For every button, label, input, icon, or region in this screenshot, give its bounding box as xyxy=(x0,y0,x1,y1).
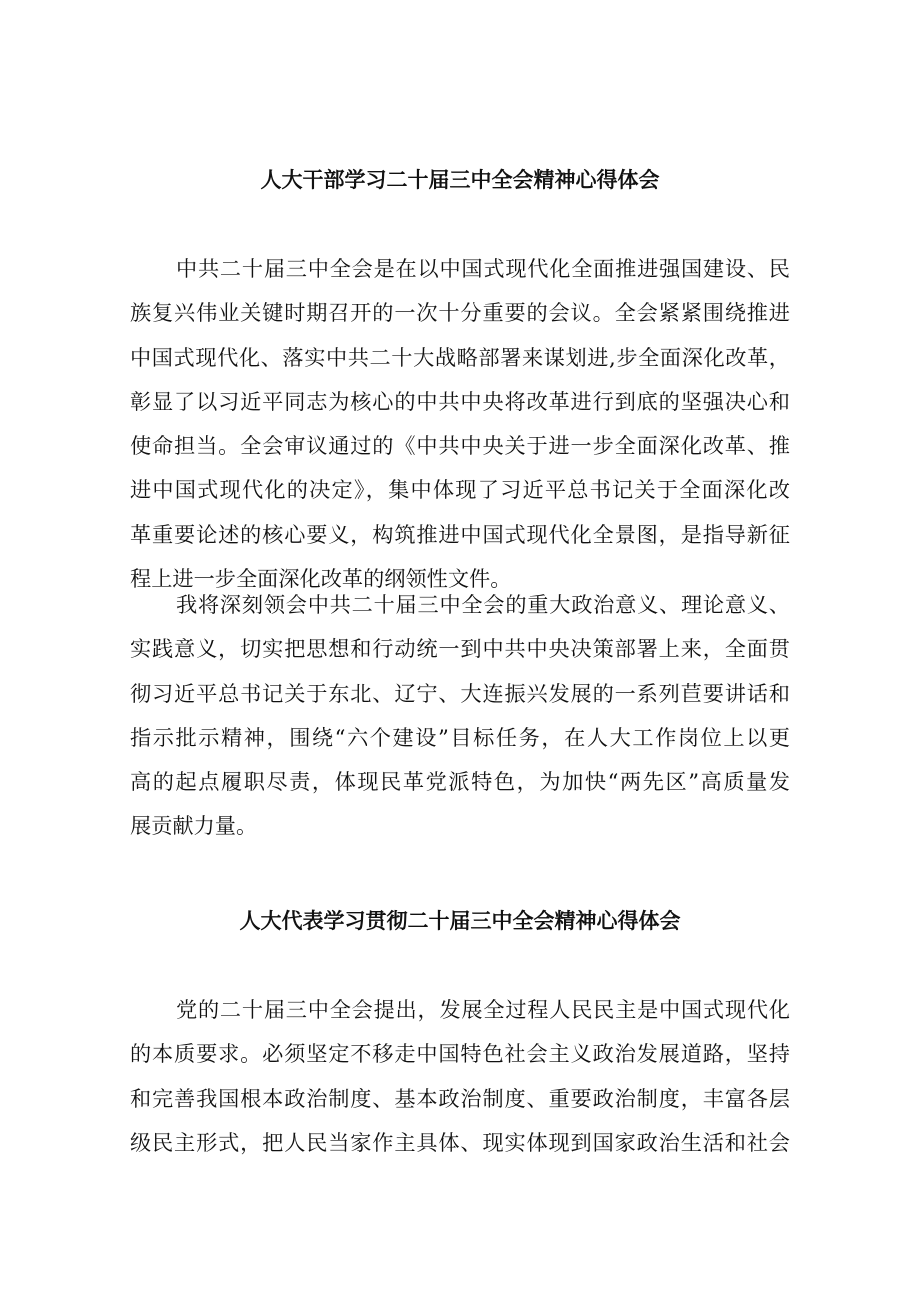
text-line: 彻习近平总书记关于东北、辽宁、大连振兴发展的一系列苣要讲话和 xyxy=(130,680,790,706)
text-line: 使命担当。全会审议通过的《中共中央关于进一步全面深化改革、推 xyxy=(130,433,790,459)
text-line: 革重要论述的核心要义，构筑推进中国式现代化全景图，是指导新征 xyxy=(130,521,790,547)
text-line: 展贡献力量。 xyxy=(130,813,258,839)
text-line: 中共二十届三中全会是在以中国式现代化全面推进强国建设、民 xyxy=(176,256,790,281)
text-line: 级民主形式，把人民当家作主具体、现实体现到国家政治生活和社会 xyxy=(130,1129,790,1155)
text-line: 彰显了以习近平同志为核心的中共中央将改革进行到底的坚强决心和 xyxy=(130,388,790,414)
text-line: 和完善我国根本政治制度、基本政治制度、重要政治制度，丰富各层 xyxy=(130,1085,790,1111)
article-1-paragraph-2 xyxy=(130,583,790,849)
article-1-paragraph-1 xyxy=(130,247,790,601)
text-line: 程上进一步全面深化改革的纲领性文件。 xyxy=(130,566,512,592)
text-line: 族复兴伟业关键时期召开的一次十分重要的会议。全会紧紧围绕推进 xyxy=(130,300,790,326)
article-2-paragraph-1 xyxy=(130,988,790,1165)
text-line: 高的起点履职尽责，体现民革党派特色，为加快“两先区”高质量发 xyxy=(130,769,790,795)
text-line: 党的二十届三中全会提出，发展全过程人民民主是中国式现代化 xyxy=(176,997,790,1022)
article-title-2: 人大代表学习贯彻二十届三中全会精神心得体会 xyxy=(239,909,681,933)
article-title-1: 人大干部学习二十届三中全会精神心得体会 xyxy=(260,168,660,192)
text-line: 实践意义，切实把思想和行动统一到中共中央决策部署上来，全面贯 xyxy=(130,636,790,662)
text-line: 指示批示精神，围绕“六个建设”目标任务，在人大工作岗位上以更 xyxy=(130,724,790,750)
text-line: 进中国式现代化的决定》，集中体现了习近平总书记关于全面深化改 xyxy=(130,477,790,503)
text-line: 我将深刻领会中共二十届三中全会的重大政治意义、理论意义、 xyxy=(176,592,790,617)
text-line: 的本质要求。必须坚定不移走中国特色社会主义政治发展道路，坚持 xyxy=(130,1041,790,1067)
text-line: 中国式现代化、落实中共二十大战略部署来谋划进,步全面深化改革， xyxy=(130,344,790,370)
